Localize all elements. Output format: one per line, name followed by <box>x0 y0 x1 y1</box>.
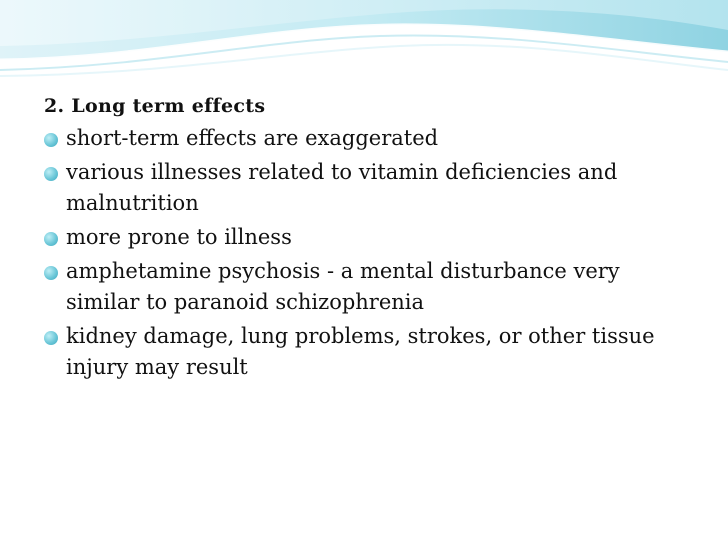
bullet-text: short-term effects are exaggerated <box>66 126 439 150</box>
bullet-dot-icon <box>44 232 58 246</box>
bullet-item <box>44 222 684 253</box>
bullet-dot-icon <box>44 133 58 147</box>
bullet-text: various illnesses related to vitamin deficiencies and malnutrition <box>66 160 618 215</box>
bullet-item <box>44 123 684 154</box>
bullet-item <box>44 321 684 383</box>
bullet-text: more prone to illness <box>66 225 292 249</box>
header-wave-decoration <box>0 0 728 82</box>
bullet-dot-icon <box>44 331 58 345</box>
bullet-dot-icon <box>44 167 58 181</box>
bullet-item <box>44 256 684 318</box>
slide-heading: 2. Long term effects <box>44 95 266 117</box>
bullet-dot-icon <box>44 266 58 280</box>
bullet-list <box>44 123 684 383</box>
bullet-text: amphetamine psychosis - a mental disturbance very similar to paranoid schizophrenia <box>66 259 620 314</box>
bullet-text: kidney damage, lung problems, strokes, or other tissue injury may result <box>66 324 655 379</box>
slide-content <box>44 92 684 383</box>
bullet-item <box>44 157 684 219</box>
